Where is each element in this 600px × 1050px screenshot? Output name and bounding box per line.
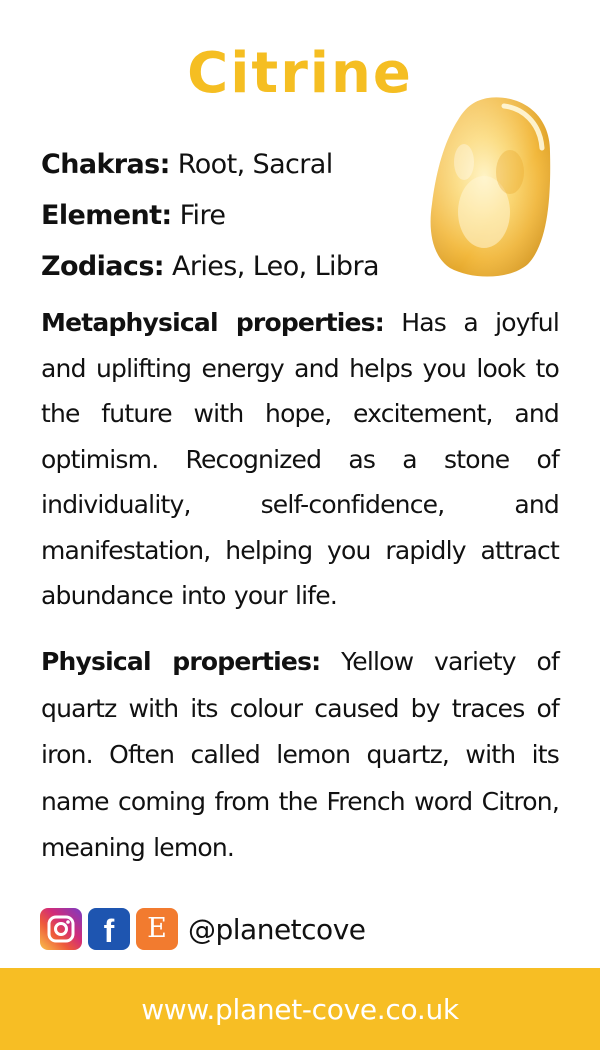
chakras-row — [41, 139, 421, 190]
metaphysical-text: Has a joyful and uplifting energy and helps you look to the future with hope, excitement, and optimism. Recognized as a stone of individuality, self-confidence, and manifestation, helping you rapidly attract abundance into your life. — [41, 308, 559, 610]
zodiacs-value: Aries, Leo, Libra — [164, 251, 379, 282]
metaphysical-label: Metaphysical properties: — [41, 308, 384, 337]
page-title: Citrine — [187, 41, 413, 106]
etsy-icon[interactable] — [136, 908, 178, 950]
element-row — [41, 190, 421, 241]
stone-facts — [41, 139, 421, 292]
instagram-icon[interactable] — [40, 908, 82, 950]
physical-properties — [41, 639, 559, 872]
chakras-value: Root, Sacral — [169, 149, 333, 180]
social-links — [40, 906, 365, 952]
citrine-stone-image — [424, 92, 554, 280]
facebook-glyph: f — [103, 913, 115, 949]
social-handle[interactable]: @planetcove — [188, 912, 366, 946]
chakras-label: Chakras: — [41, 149, 170, 180]
physical-text: Yellow variety of quartz with its colour caused by traces of iron. Often called lemon quartz, with its name coming from the French word Citron, meaning lemon. — [41, 647, 559, 862]
etsy-glyph: E — [147, 913, 167, 944]
website-link[interactable]: www.planet-cove.co.uk — [141, 992, 459, 1026]
zodiacs-row — [41, 241, 421, 292]
zodiacs-label: Zodiacs: — [41, 251, 165, 282]
element-value: Fire — [171, 200, 226, 231]
element-label: Element: — [41, 200, 172, 231]
facebook-icon[interactable] — [88, 908, 130, 950]
metaphysical-properties — [41, 300, 559, 619]
physical-label: Physical properties: — [41, 647, 321, 676]
footer-bar — [0, 968, 600, 1050]
